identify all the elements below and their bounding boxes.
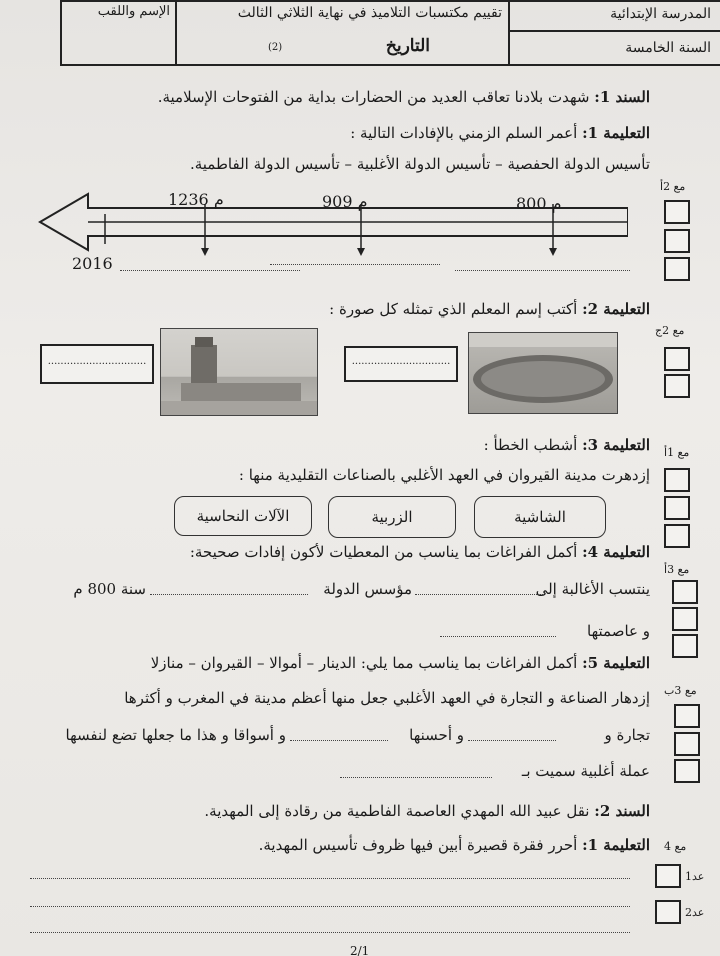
task-5-blank-3[interactable] (340, 777, 492, 778)
answer-box-right[interactable] (344, 346, 458, 382)
arrowhead-800 (549, 248, 557, 256)
mark-909: 909 م (322, 192, 368, 211)
answer-line-800[interactable] (455, 270, 630, 271)
grade-box-2c-1[interactable] (664, 347, 690, 371)
task-5-label: التعليمة 5: (582, 654, 650, 672)
task-5-blank-2[interactable] (290, 740, 388, 741)
task-2-label: التعليمة 2: (582, 300, 650, 318)
grade-label-3a: مع 3أ (664, 563, 690, 576)
answer-box-left[interactable] (40, 344, 154, 384)
grade-label-e2: عد2 (685, 906, 705, 919)
grade-box-3a-1[interactable] (672, 580, 698, 604)
name-label: الإسم واللقب (97, 4, 170, 19)
answer-box-right-dots: ............................... (351, 356, 451, 367)
situation-1-text: شهدت بلادنا تعاقب العديد من الحضارات بداية من الفتوحات الإسلامية. (157, 88, 590, 106)
task-3-label: التعليمة 3: (582, 436, 650, 454)
task-5 (60, 654, 650, 672)
page-tag: (2) (268, 42, 283, 53)
task-4-blank-3[interactable] (440, 636, 556, 637)
grade-box-2a-2[interactable] (664, 229, 690, 253)
answer-line-909[interactable] (270, 264, 440, 265)
task-5-line3: عملة أغلبية سميت بـ (521, 762, 650, 780)
year-2016: 2016 (72, 254, 113, 273)
task-2 (240, 300, 650, 318)
task-1-items: تأسيس الدولة الحفصية – تأسيس الدولة الأغلبية – تأسيس الدولة الفاطمية. (189, 155, 650, 173)
photo-minaret (160, 328, 318, 416)
basins-drawing (469, 333, 617, 413)
mosque-wall (181, 383, 301, 401)
grade-box-1a-3[interactable] (664, 524, 690, 548)
task-5-line2-b: و أحسنها (409, 726, 464, 744)
task-4 (140, 543, 650, 561)
class-level: السنة الخامسة (625, 40, 711, 56)
header-divider-1 (175, 0, 177, 66)
situation-2-label: السند 2: (594, 802, 650, 820)
mark-800: 800 م (516, 194, 562, 213)
task-6 (200, 836, 650, 854)
header-top-border (60, 0, 720, 2)
situation-2 (150, 802, 650, 820)
grade-box-e1[interactable] (655, 864, 681, 888)
task-4-label: التعليمة 4: (582, 543, 650, 561)
page-number: 2/1 (350, 944, 370, 956)
situation-1 (120, 88, 650, 106)
answer-box-left-dots: ............................... (47, 356, 147, 367)
task-4-line1-c: سنة 800 م (73, 580, 146, 598)
task-5-line2-a: تجارة و (604, 726, 650, 744)
situation-2-text: نقل عبيد الله المهدي العاصمة الفاطمية من رقادة إلى المهدية. (204, 802, 590, 820)
task-3-statement: إزدهرت مدينة القيروان في العهد الأغلبي بالصناعات التقليدية منها : (238, 466, 650, 484)
header-left-border (60, 0, 62, 66)
school-name: المدرسة الإبتدائية (610, 6, 711, 22)
grade-label-2a: مع 2أ (660, 180, 686, 193)
header-bottom-border (60, 64, 720, 66)
task-4-line1-b: مؤسس الدولة (323, 580, 412, 598)
grade-label-4: مع 4 (664, 840, 687, 853)
grade-box-3b-3[interactable] (674, 759, 700, 783)
task-1-text: أعمر السلم الزمني بالإفادات التالية : (350, 124, 578, 142)
task-5-line2-c: و أسواقا و هذا ما جعلها تضع لنفسها (65, 726, 286, 744)
grade-box-3a-2[interactable] (672, 607, 698, 631)
grade-box-1a-1[interactable] (664, 468, 690, 492)
grade-box-3b-2[interactable] (674, 732, 700, 756)
grade-label-2c: مع 2ج (655, 324, 685, 337)
minaret-drawing (161, 329, 317, 415)
minaret-top (195, 337, 213, 347)
task-6-text: أحرر فقرة قصيرة أبين فيها ظروف تأسيس المهدية. (258, 836, 578, 854)
situation-1-label: السند 1: (594, 88, 650, 106)
photo-basins (468, 332, 618, 414)
grade-label-3b: مع 3ب (664, 684, 697, 697)
grade-label-e1: عد1 (685, 870, 705, 883)
task-2-text: أكتب إسم المعلم الذي تمثله كل صورة : (329, 300, 578, 318)
header-divider-2 (508, 0, 510, 66)
writing-line-3[interactable] (30, 932, 630, 933)
grade-label-1a: مع 1أ (664, 446, 690, 459)
option-copper[interactable]: الآلات النحاسية (174, 496, 312, 536)
writing-line-2[interactable] (30, 906, 630, 907)
task-6-label: التعليمة 1: (582, 836, 650, 854)
task-1 (200, 124, 650, 142)
task-3-text: أشطب الخطأ : (483, 436, 578, 454)
grade-box-1a-2[interactable] (664, 496, 690, 520)
task-4-line1-a: ينتسب الأغالبة إلى (535, 580, 650, 598)
answer-line-1236[interactable] (120, 270, 300, 271)
exam-title: تقييم مكتسبات التلاميذ في نهاية الثلاثي الثالث (237, 5, 502, 21)
arrowhead-1236 (201, 248, 209, 256)
task-5-text: أكمل الفراغات بما يناسب مما يلي: الدينار – أموالا – القيروان – منازلا (150, 654, 578, 672)
option-chechia[interactable]: الشاشية (474, 496, 606, 538)
task-3 (400, 436, 650, 454)
task-1-label: التعليمة 1: (582, 124, 650, 142)
arrowhead-909 (357, 248, 365, 256)
grade-box-3a-3[interactable] (672, 634, 698, 658)
sky (469, 333, 617, 347)
grade-box-e2[interactable] (655, 900, 681, 924)
mark-1236: 1236 م (168, 190, 224, 209)
grade-box-2a-1[interactable] (664, 200, 690, 224)
grade-box-3b-1[interactable] (674, 704, 700, 728)
header-inner-line (508, 30, 720, 32)
grade-box-2c-2[interactable] (664, 374, 690, 398)
task-5-line1: إزدهار الصناعة و التجارة في العهد الأغلبي جعل منها أعظم مدينة في المغرب و أكثرها (124, 689, 650, 707)
writing-line-1[interactable] (30, 878, 630, 879)
task-4-line2: و عاصمتها (587, 622, 650, 640)
task-5-blank-1[interactable] (468, 740, 556, 741)
courtyard (161, 401, 317, 415)
option-carpet[interactable]: الزربية (328, 496, 456, 538)
grade-box-2a-3[interactable] (664, 257, 690, 281)
task-4-text: أكمل الفراغات بما يناسب من المعطيات لأكون إفادات صحيحة: (189, 543, 578, 561)
basin-water (481, 361, 605, 397)
subject-title: التاريخ (385, 36, 430, 56)
task-4-blank-1[interactable] (415, 594, 543, 595)
task-4-blank-2[interactable] (150, 594, 308, 595)
